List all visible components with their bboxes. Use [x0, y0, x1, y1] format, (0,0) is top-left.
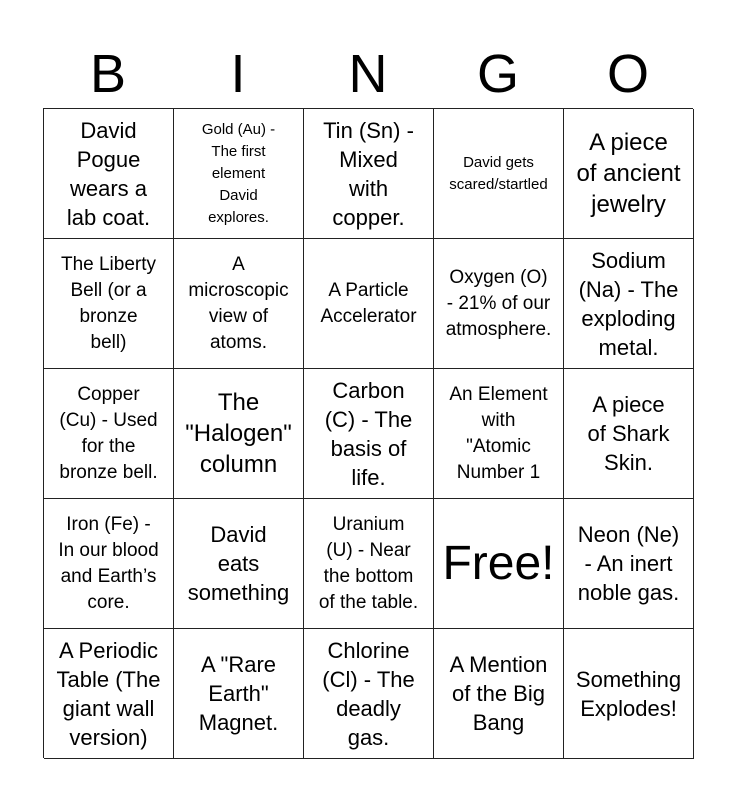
bingo-cell[interactable]: [304, 499, 434, 629]
bingo-cell[interactable]: [174, 239, 304, 369]
bingo-board: [43, 108, 693, 758]
cell-text: A microscopic view of atoms.: [188, 253, 289, 353]
bingo-cell[interactable]: [44, 499, 174, 629]
bingo-cell[interactable]: [174, 109, 304, 239]
cell-text: Neon (Ne) - An inert noble gas.: [577, 522, 680, 605]
bingo-cell[interactable]: [564, 499, 694, 629]
cell-text: Chlorine (Cl) - The deadly gas.: [322, 637, 415, 750]
bingo-cell[interactable]: [174, 499, 304, 629]
cell-text: A Particle Accelerator: [320, 279, 417, 327]
cell-text: A piece of ancient jewelry: [576, 129, 681, 218]
cell-text: Uranium (U) - Near the bottom of the table.: [318, 513, 419, 613]
bingo-cell[interactable]: [174, 369, 304, 499]
bingo-cell[interactable]: [564, 629, 694, 759]
bingo-cell[interactable]: [564, 109, 694, 239]
bingo-header: [43, 40, 693, 108]
cell-text: The Liberty Bell (or a bronze bell): [60, 253, 157, 353]
cell-text: A piece of Shark Skin.: [587, 392, 670, 475]
cell-text: Tin (Sn) - Mixed with copper.: [323, 117, 414, 230]
cell-text: David gets scared/startled: [449, 153, 548, 193]
header-letter-i: I: [230, 44, 246, 104]
bingo-cell[interactable]: [564, 239, 694, 369]
cell-text: Sodium (Na) - The exploding metal.: [578, 247, 679, 360]
bingo-cell[interactable]: [434, 109, 564, 239]
cell-text: Iron (Fe) - In our blood and Earth’s core.: [58, 513, 159, 613]
bingo-cell[interactable]: [44, 239, 174, 369]
bingo-cell[interactable]: [434, 629, 564, 759]
bingo-cell[interactable]: [304, 239, 434, 369]
bingo-cell[interactable]: [304, 369, 434, 499]
bingo-cell[interactable]: [44, 629, 174, 759]
cell-text: Something Explodes!: [575, 666, 682, 721]
cell-text: Oxygen (O) - 21% of our atmosphere.: [445, 266, 552, 340]
bingo-cell[interactable]: [44, 109, 174, 239]
free-space-text: Free!: [442, 536, 555, 590]
cell-text: Gold (Au) - The first element David explores.: [201, 120, 276, 226]
bingo-cell[interactable]: [174, 629, 304, 759]
cell-text: David eats something: [187, 522, 290, 605]
bingo-cell[interactable]: [434, 239, 564, 369]
cell-text: A Periodic Table (The giant wall version): [56, 637, 161, 750]
cell-text: A Mention of the Big Bang: [449, 652, 548, 735]
bingo-cell[interactable]: [304, 109, 434, 239]
free-space-cell[interactable]: [434, 499, 564, 629]
header-letter-b: B: [89, 44, 127, 104]
header-letter-n: N: [348, 44, 388, 104]
cell-text: David Pogue wears a lab coat.: [66, 117, 151, 230]
header-letter-g: G: [476, 44, 519, 104]
cell-text: The "Halogen" column: [185, 389, 292, 478]
bingo-cell[interactable]: [44, 369, 174, 499]
bingo-cell[interactable]: [304, 629, 434, 759]
cell-text: A "Rare Earth" Magnet.: [198, 652, 279, 735]
cell-text: Copper (Cu) - Used for the bronze bell.: [59, 383, 158, 483]
header-letter-o: O: [606, 44, 649, 104]
bingo-cell[interactable]: [434, 369, 564, 499]
bingo-cell[interactable]: [564, 369, 694, 499]
cell-text: Carbon (C) - The basis of life.: [324, 377, 413, 490]
cell-text: An Element with "Atomic Number 1: [449, 383, 548, 483]
